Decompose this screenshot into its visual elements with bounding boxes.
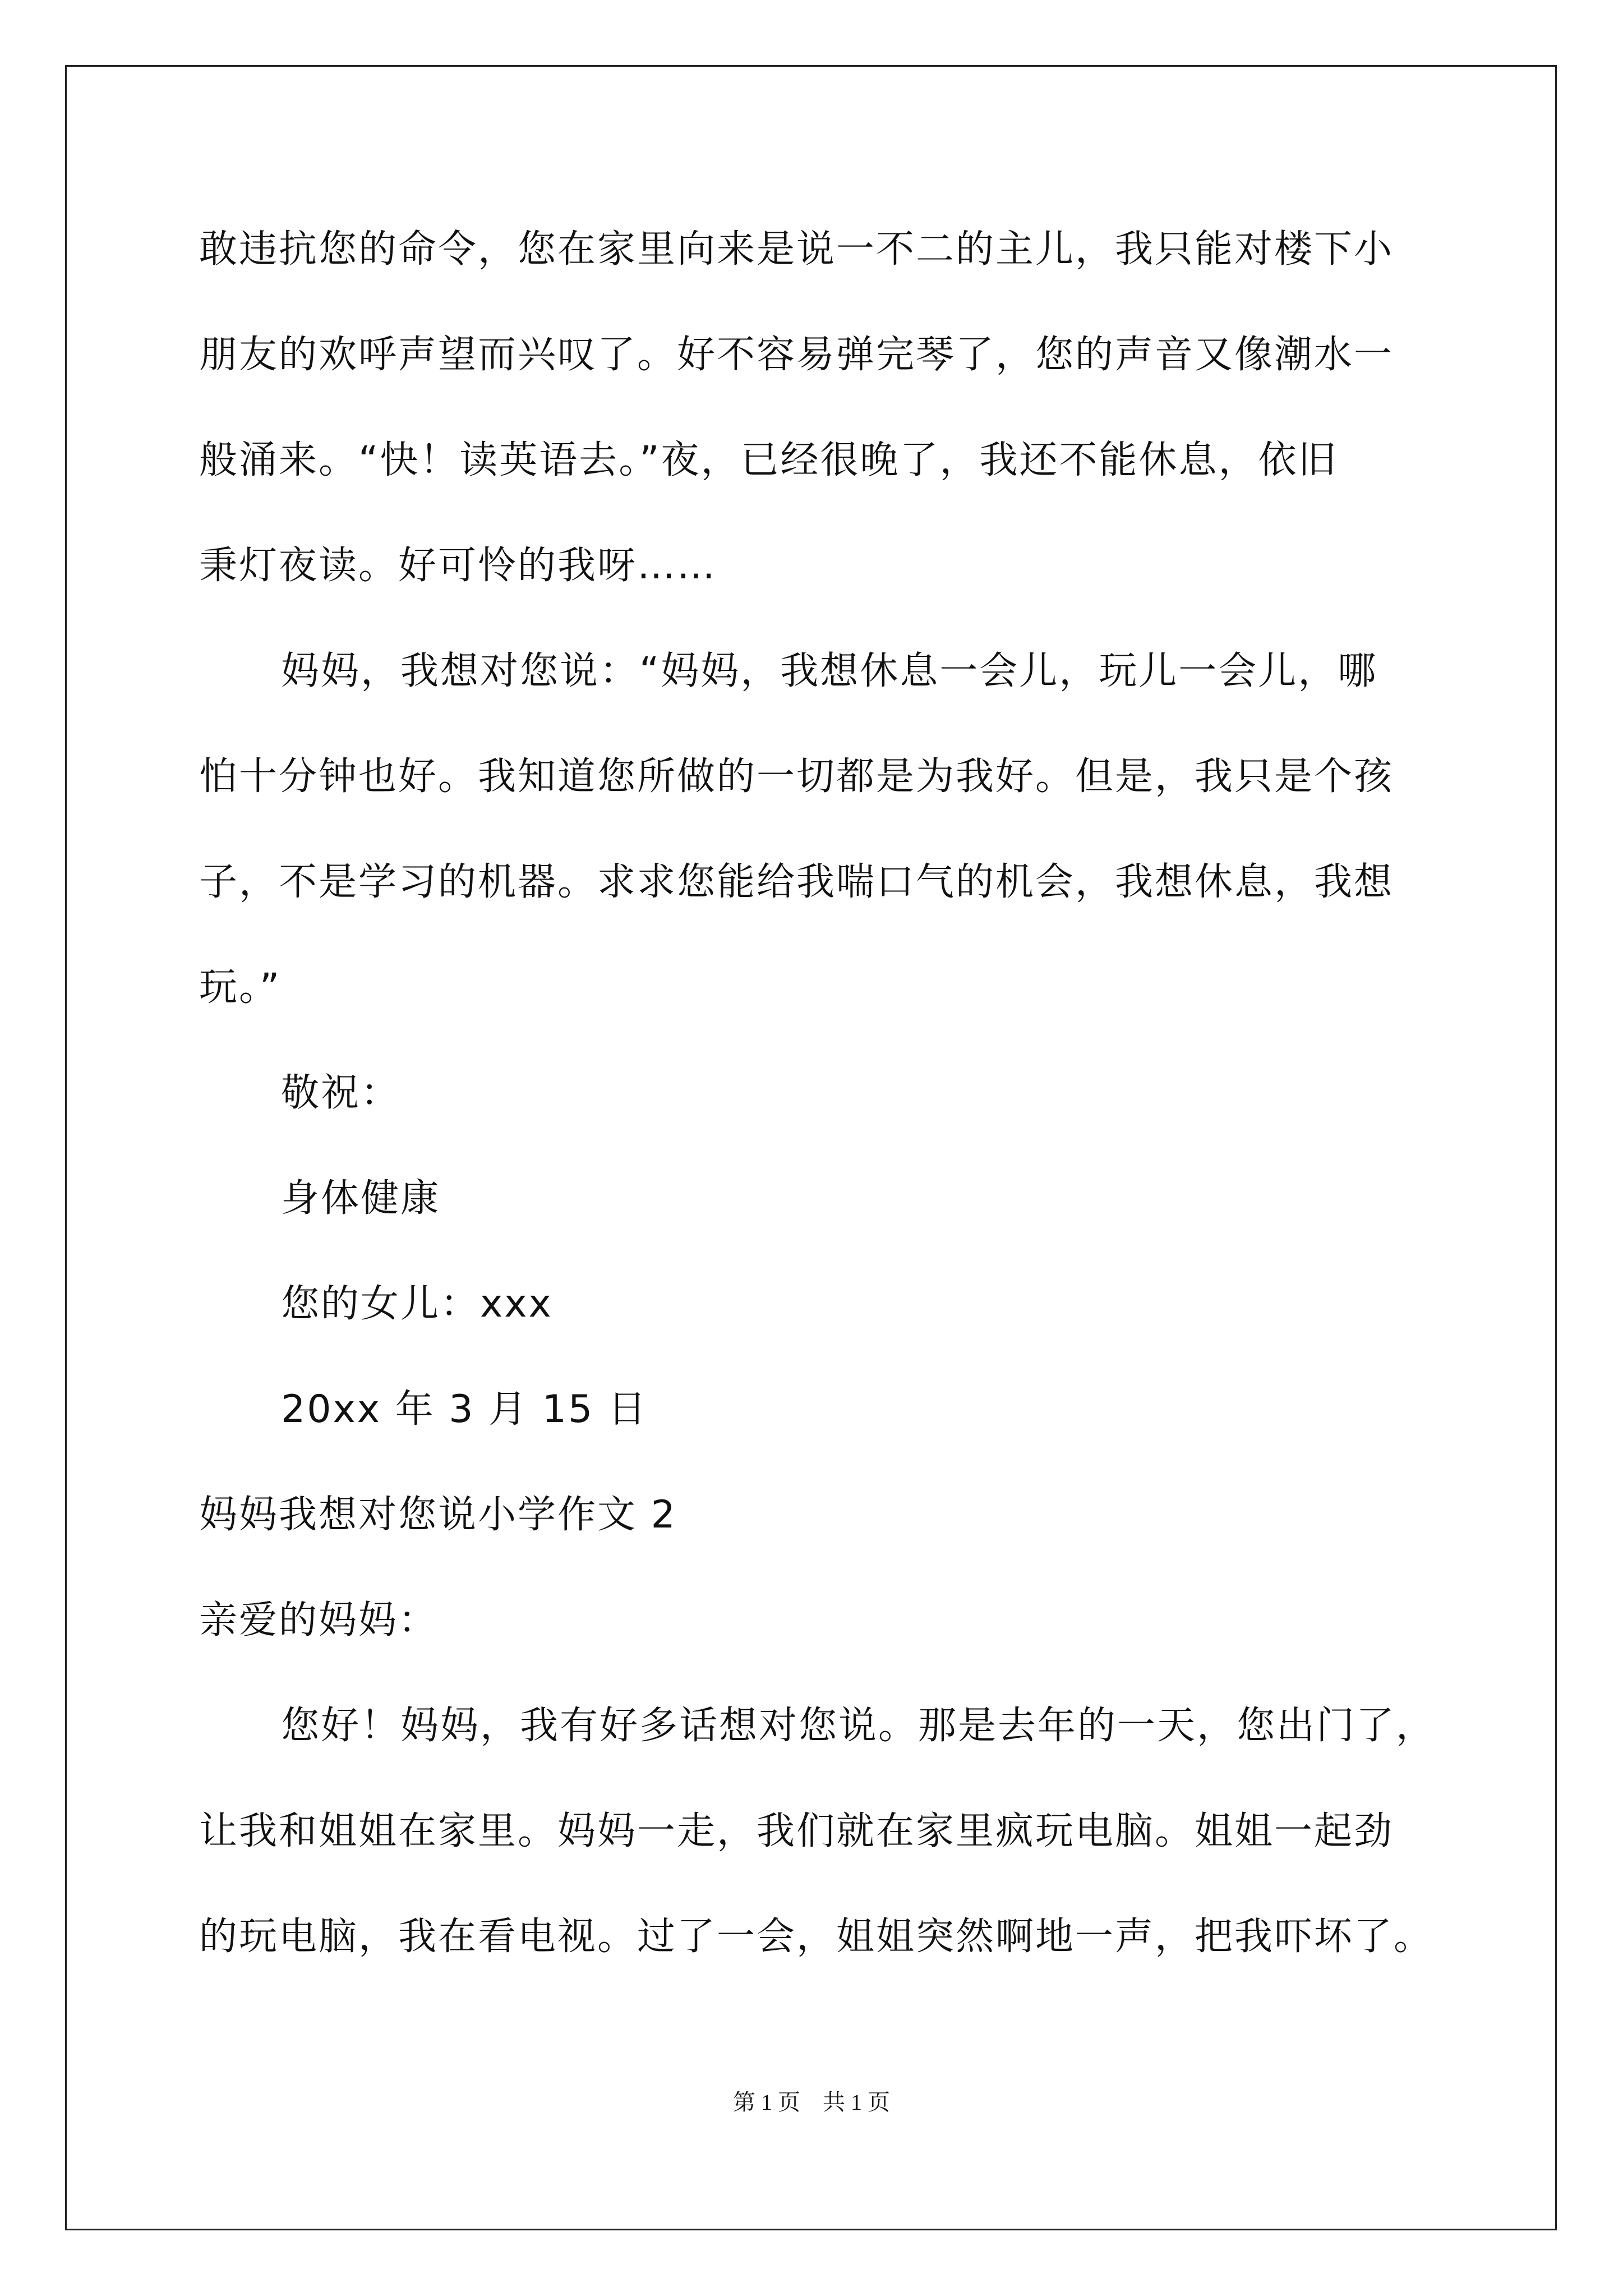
section-title: 妈妈我想对您说小学作文 2	[199, 1493, 677, 1537]
paragraph-line: 子，不是学习的机器。求求您能给我喘口气的机会，我想休息，我想	[199, 860, 1394, 904]
paragraph-line: 让我和姐姐在家里。妈妈一走，我们就在家里疯玩电脑。姐姐一起劲	[199, 1809, 1394, 1853]
closing-wish: 身体健康	[281, 1176, 441, 1221]
greeting-line: 亲爱的妈妈：	[199, 1598, 439, 1642]
paragraph-line: 秉灯夜读。好可怜的我呀……	[199, 544, 717, 588]
signature-line: 您的女儿：xxx	[281, 1282, 553, 1326]
page-number: 第 1 页 共 1 页	[733, 2090, 890, 2115]
paragraph-line: 的玩电脑，我在看电视。过了一会，姐姐突然啊地一声，把我吓坏了。	[199, 1915, 1434, 1959]
paragraph-line: 您好！妈妈，我有好多话想对您说。那是去年的一天，您出门了，	[281, 1704, 1436, 1748]
page-border	[65, 65, 1557, 2230]
paragraph-line: 敢违抗您的命令，您在家里向来是说一不二的主儿，我只能对楼下小	[199, 227, 1394, 272]
paragraph-line: 般涌来。“快！读英语去。”夜，已经很晚了，我还不能休息，依旧	[199, 438, 1338, 482]
date-line: 20xx 年 3 月 15 日	[281, 1387, 648, 1432]
closing-salutation: 敬祝：	[281, 1071, 401, 1115]
paragraph-line: 怕十分钟也好。我知道您所做的一切都是为我好。但是，我只是个孩	[199, 754, 1394, 799]
paragraph-line: 妈妈，我想对您说：“妈妈，我想休息一会儿，玩儿一会儿，哪	[281, 649, 1378, 693]
paragraph-line: 玩。”	[199, 965, 282, 1010]
paragraph-line: 朋友的欢呼声望而兴叹了。好不容易弹完琴了，您的声音又像潮水一	[199, 333, 1394, 377]
